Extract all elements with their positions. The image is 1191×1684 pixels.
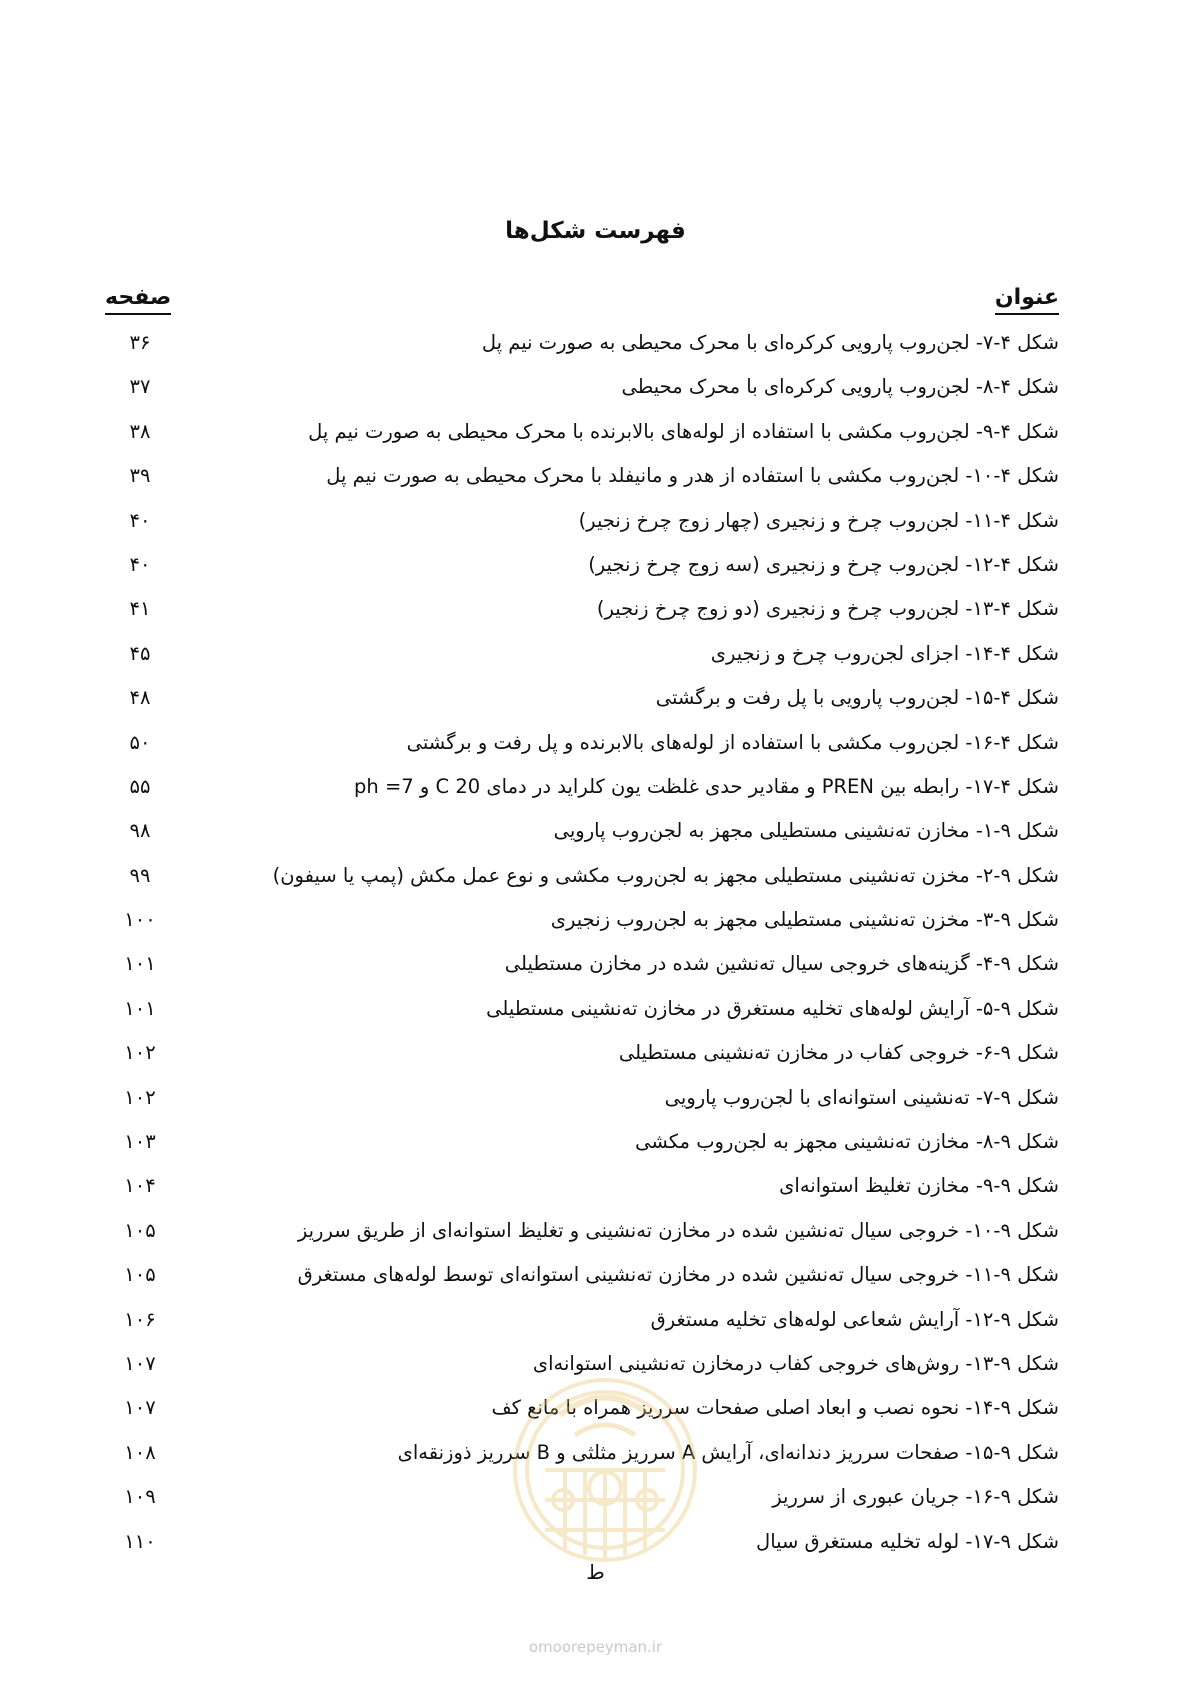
list-item: [105, 639, 1059, 683]
column-header-page: صفحه: [105, 284, 171, 315]
entry-label: شکل ۴-۷- لجن‌روب پارویی کرکره‌ای با محرک محیطی به صورت نیم پل: [481, 331, 1059, 354]
list-item: [105, 861, 1059, 905]
entry-page-number: ۵۵: [129, 774, 151, 798]
entry-label: شکل ۹-۱۵- صفحات سرریز دندانه‌ای، آرایش A سرریز مثلثی و B سرریز ذوزنقه‌ای: [397, 1440, 1059, 1464]
page-folio: ط: [586, 1560, 605, 1584]
list-item: [105, 1305, 1059, 1349]
entry-label: شکل ۹-۱۳- روش‌های خروجی کفاب درمخازن ته‌نشینی استوانه‌ای: [532, 1351, 1059, 1375]
entry-label: شکل ۴-۱۵- لجن‌روب پارویی با پل رفت و برگشتی: [655, 686, 1059, 710]
entry-page-number: ۱۰۱: [124, 952, 156, 976]
entry-page-number: ۱۰۱: [124, 996, 156, 1020]
entry-label: شکل ۴-۱۴- اجزای لجن‌روب چرخ و زنجیری: [710, 641, 1059, 665]
page-title: فهرست شکل‌ها: [505, 218, 686, 244]
column-header-title: عنوان: [995, 284, 1059, 315]
entry-label: شکل ۹-۱- مخازن ته‌نشینی مستطیلی مجهز به لجن‌روب پارویی: [553, 819, 1059, 843]
entry-label: شکل ۹-۱۴- نحوه نصب و ابعاد اصلی صفحات سرریز همراه با مانع کف: [491, 1396, 1059, 1420]
list-item: [105, 1216, 1059, 1260]
list-item: [105, 1171, 1059, 1215]
entry-label: شکل ۹-۴- گزینه‌های خروجی سیال ته‌نشین شده در مخازن مستطیلی: [504, 952, 1059, 976]
entry-page-number: ۴۰: [129, 552, 151, 576]
entry-label: شکل ۴-۹- لجن‌روب مکشی با استفاده از لوله‌های بالابرنده با محرک محیطی به صورت نیم پل: [308, 419, 1059, 443]
list-item: [105, 461, 1059, 505]
entry-label: شکل ۹-۵- آرایش لوله‌های تخلیه مستغرق در مخازن ته‌نشینی مستطیلی: [486, 996, 1059, 1020]
entry-page-number: ۱۰۷: [124, 1351, 156, 1375]
list-item: [105, 328, 1059, 372]
entry-label: شکل ۴-۱۶- لجن‌روب مکشی با استفاده از لوله‌های بالابرنده و پل رفت و برگشتی: [406, 730, 1059, 754]
entry-page-number: ۳۶: [129, 331, 151, 354]
entry-label: شکل ۹-۱۷- لوله تخلیه مستغرق سیال: [756, 1529, 1059, 1553]
entry-page-number: ۵۰: [129, 730, 151, 754]
entry-page-number: ۱۰۴: [124, 1174, 156, 1198]
entry-label: شکل ۹-۱۲- آرایش شعاعی لوله‌های تخلیه مستغرق: [650, 1307, 1059, 1331]
list-item: [105, 372, 1059, 416]
list-item: [105, 550, 1059, 594]
list-item: [105, 949, 1059, 993]
list-item: [105, 994, 1059, 1038]
list-item: [105, 728, 1059, 772]
entry-page-number: ۱۰۷: [124, 1396, 156, 1420]
entry-page-number: ۴۸: [129, 686, 151, 710]
entry-page-number: ۱۰۰: [124, 908, 156, 932]
entry-page-number: ۳۷: [129, 375, 151, 399]
entry-page-number: ۱۰۲: [124, 1041, 156, 1065]
list-item: [105, 683, 1059, 727]
entry-page-number: ۱۱۰: [124, 1529, 156, 1553]
entry-label: شکل ۴-۱۰- لجن‌روب مکشی با استفاده از هدر و مانیفلد با محرک محیطی به صورت نیم پل: [326, 464, 1059, 488]
entry-page-number: ۴۵: [129, 641, 151, 665]
list-item: [105, 1038, 1059, 1082]
entry-label: شکل ۹-۷- ته‌نشینی استوانه‌ای با لجن‌روب پارویی: [664, 1085, 1059, 1109]
entry-page-number: ۱۰۹: [124, 1485, 156, 1509]
entry-label: شکل ۴-۱۳- لجن‌روب چرخ و زنجیری (دو زوج چرخ زنجیر): [596, 597, 1059, 621]
list-item: [105, 905, 1059, 949]
entry-label: شکل ۹-۱۶- جریان عبوری از سرریز: [772, 1485, 1059, 1509]
entry-label: شکل ۹-۳- مخزن ته‌نشینی مستطیلی مجهز به لجن‌روب زنجیری: [550, 908, 1059, 932]
list-item: [105, 772, 1059, 816]
entry-page-number: ۱۰۸: [124, 1440, 156, 1464]
entry-page-number: ۴۰: [129, 508, 151, 532]
list-item: [105, 594, 1059, 638]
list-item: [105, 1127, 1059, 1171]
list-item: [105, 1083, 1059, 1127]
entry-label: شکل ۹-۱۰- خروجی سیال ته‌نشین شده در مخازن ته‌نشینی و تغلیظ استوانه‌ای از طریق سرریز: [297, 1218, 1059, 1242]
entry-page-number: ۹۸: [129, 819, 151, 843]
entry-page-number: ۱۰۵: [124, 1263, 156, 1287]
entry-label: شکل ۴-۱۱- لجن‌روب چرخ و زنجیری (چهار زوج چرخ زنجیر): [578, 508, 1059, 532]
list-item: [105, 417, 1059, 461]
entry-label: شکل ۹-۱۱- خروجی سیال ته‌نشین شده در مخازن ته‌نشینی استوانه‌ای توسط لوله‌های مستغرق: [297, 1263, 1059, 1287]
entry-page-number: ۳۸: [129, 419, 151, 443]
entry-page-number: ۳۹: [129, 464, 151, 488]
entry-label: شکل ۹-۲- مخزن ته‌نشینی مستطیلی مجهز به لجن‌روب مکشی و نوع عمل مکش (پمپ یا سیفون): [272, 863, 1059, 887]
watermark-site: omoorepeyman.ir: [528, 1638, 663, 1656]
entry-label: شکل ۴-۱۷- رابطه بین PREN و مقادیر حدی غلظت یون کلراید در دمای 20 C و ph =7: [354, 774, 1059, 798]
entry-page-number: ۱۰۲: [124, 1085, 156, 1109]
list-item: [105, 1260, 1059, 1304]
column-header-row: [105, 284, 1059, 318]
entry-label: شکل ۹-۶- خروجی کفاب در مخازن ته‌نشینی مستطیلی: [618, 1041, 1059, 1065]
entry-page-number: ۱۰۵: [124, 1218, 156, 1242]
entry-page-number: ۴۱: [129, 597, 151, 621]
entry-label: شکل ۹-۹- مخازن تغلیظ استوانه‌ای: [779, 1174, 1059, 1198]
entry-page-number: ۹۹: [129, 863, 151, 887]
list-item: [105, 816, 1059, 860]
entry-label: شکل ۹-۸- مخازن ته‌نشینی مجهز به لجن‌روب مکشی: [635, 1130, 1059, 1154]
entry-page-number: ۱۰۳: [124, 1130, 156, 1154]
entry-label: شکل ۴-۱۲- لجن‌روب چرخ و زنجیری (سه زوج چرخ زنجیر): [588, 552, 1059, 576]
entry-page-number: ۱۰۶: [124, 1307, 156, 1331]
entry-label: شکل ۴-۸- لجن‌روب پارویی کرکره‌ای با محرک محیطی: [621, 375, 1059, 399]
list-item: [105, 506, 1059, 550]
